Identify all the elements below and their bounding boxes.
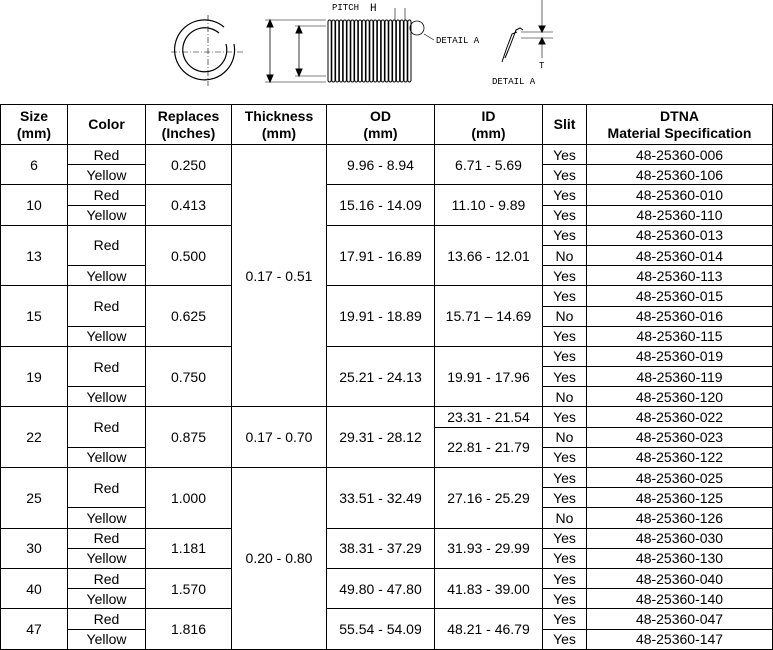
spec-cell: 48-25360-006 <box>587 145 773 165</box>
size-cell: 40 <box>1 568 68 608</box>
color-cell: Red <box>68 145 146 165</box>
spring-spec-table <box>0 104 773 650</box>
coil-turn <box>339 20 342 82</box>
coil-turn <box>355 20 358 82</box>
od-cell: 19.91 - 18.89 <box>327 286 435 347</box>
id-cell: 27.16 - 25.29 <box>435 468 543 529</box>
table-row <box>1 225 773 245</box>
spec-cell: 48-25360-023 <box>587 427 773 447</box>
table-row <box>1 145 773 165</box>
od-cell: 15.16 - 14.09 <box>327 185 435 225</box>
color-cell: Red <box>68 185 146 205</box>
slit-cell: No <box>543 306 587 326</box>
slit-cell: No <box>543 245 587 265</box>
thickness-cell: 0.17 - 0.70 <box>232 407 327 468</box>
table-row <box>1 346 773 366</box>
detail-caption: DETAIL A <box>492 77 536 87</box>
coil-turn <box>389 20 392 82</box>
coil-turn <box>328 20 331 82</box>
coil-turn <box>396 20 399 82</box>
od-cell: 49.80 - 47.80 <box>327 568 435 608</box>
slit-cell: Yes <box>543 346 587 366</box>
spec-cell: 48-25360-106 <box>587 165 773 185</box>
spec-cell: 48-25360-140 <box>587 589 773 609</box>
thickness-cell: 0.20 - 0.80 <box>232 468 327 650</box>
coil-turn <box>347 20 350 82</box>
table-row <box>1 286 773 306</box>
id-cell: 48.21 - 46.79 <box>435 609 543 649</box>
spec-cell: 48-25360-010 <box>587 185 773 205</box>
size-cell: 6 <box>1 145 68 185</box>
header-dtna: DTNA Material Specification <box>587 105 773 145</box>
replaces-cell: 0.413 <box>146 185 232 225</box>
table-row <box>1 185 773 205</box>
coil-turn <box>336 20 339 82</box>
slit-cell: Yes <box>543 367 587 387</box>
od-cell: 17.91 - 16.89 <box>327 225 435 286</box>
slit-cell: Yes <box>543 468 587 488</box>
replaces-cell: 0.875 <box>146 407 232 468</box>
spec-cell: 48-25360-125 <box>587 488 773 508</box>
slit-cell: Yes <box>543 205 587 225</box>
spec-cell: 48-25360-126 <box>587 508 773 528</box>
od-cell: 55.54 - 54.09 <box>327 609 435 649</box>
table-row <box>1 468 773 488</box>
od-cell: 29.31 - 28.12 <box>327 407 435 468</box>
id-cell: 41.83 - 39.00 <box>435 568 543 608</box>
spec-cell: 48-25360-015 <box>587 286 773 306</box>
id-cell: 13.66 - 12.01 <box>435 225 543 286</box>
od-cell: 9.96 - 8.94 <box>327 145 435 185</box>
color-cell: Yellow <box>68 548 146 568</box>
spec-cell: 48-25360-130 <box>587 548 773 568</box>
slit-cell: Yes <box>543 488 587 508</box>
coil-turn <box>385 20 388 82</box>
size-cell: 15 <box>1 286 68 347</box>
color-cell: Yellow <box>68 387 146 407</box>
color-cell: Red <box>68 528 146 548</box>
slit-cell: No <box>543 427 587 447</box>
t-label: T <box>539 61 545 71</box>
size-cell: 19 <box>1 346 68 407</box>
slit-cell: Yes <box>543 266 587 286</box>
spec-cell: 48-25360-040 <box>587 568 773 588</box>
header-id: ID (mm) <box>435 105 543 145</box>
pitch-label: PITCH <box>332 3 360 13</box>
end-view-ring <box>171 15 244 86</box>
detail-callout: DETAIL A <box>436 36 480 46</box>
color-cell: Red <box>68 407 146 447</box>
slit-cell: Yes <box>543 528 587 548</box>
replaces-cell: 0.750 <box>146 346 232 407</box>
slit-cell: Yes <box>543 548 587 568</box>
coil-turn <box>358 20 361 82</box>
coil-turn <box>351 20 354 82</box>
side-view-spring <box>265 8 434 82</box>
slit-cell: Yes <box>543 609 587 629</box>
replaces-cell: 1.816 <box>146 609 232 649</box>
size-cell: 13 <box>1 225 68 286</box>
slit-cell: Yes <box>543 165 587 185</box>
size-cell: 47 <box>1 609 68 649</box>
color-cell: Yellow <box>68 165 146 185</box>
replaces-cell: 1.000 <box>146 468 232 529</box>
color-cell: Yellow <box>68 589 146 609</box>
slit-cell: Yes <box>543 145 587 165</box>
spring-coils <box>328 20 411 82</box>
header-size: Size (mm) <box>1 105 68 145</box>
slit-cell: Yes <box>543 629 587 649</box>
table-row <box>1 407 773 427</box>
color-cell: Red <box>68 346 146 386</box>
spec-cell: 48-25360-022 <box>587 407 773 427</box>
id-cell: 11.10 - 9.89 <box>435 185 543 225</box>
color-cell: Red <box>68 609 146 629</box>
h-label: H <box>370 3 377 15</box>
color-cell: Red <box>68 286 146 326</box>
coil-turn <box>362 20 365 82</box>
spec-table-body <box>1 145 773 650</box>
spec-cell: 48-25360-025 <box>587 468 773 488</box>
replaces-cell: 0.625 <box>146 286 232 347</box>
spec-cell: 48-25360-019 <box>587 346 773 366</box>
coil-turn <box>393 20 396 82</box>
table-row <box>1 528 773 548</box>
color-cell: Red <box>68 225 146 265</box>
color-cell: Yellow <box>68 205 146 225</box>
od-cell: 38.31 - 37.29 <box>327 528 435 568</box>
id-cell: 22.81 - 21.79 <box>435 427 543 467</box>
od-cell: 33.51 - 32.49 <box>327 468 435 529</box>
od-cell: 25.21 - 24.13 <box>327 346 435 407</box>
spec-cell: 48-25360-147 <box>587 629 773 649</box>
replaces-cell: 1.570 <box>146 568 232 608</box>
size-cell: 10 <box>1 185 68 225</box>
replaces-cell: 0.250 <box>146 145 232 185</box>
id-cell: 19.91 - 17.96 <box>435 346 543 407</box>
coil-turn <box>343 20 346 82</box>
color-cell: Yellow <box>68 629 146 649</box>
header-thickness: Thickness (mm) <box>232 105 327 145</box>
id-cell: 23.31 - 21.54 <box>435 407 543 427</box>
spec-cell: 48-25360-119 <box>587 367 773 387</box>
coil-turn <box>381 20 384 82</box>
slit-cell: Yes <box>543 407 587 427</box>
color-cell: Red <box>68 468 146 508</box>
slit-cell: Yes <box>543 568 587 588</box>
header-color: Color <box>68 105 146 145</box>
spec-cell: 48-25360-115 <box>587 326 773 346</box>
spec-cell: 48-25360-120 <box>587 387 773 407</box>
slit-cell: No <box>543 387 587 407</box>
detail-a-view <box>502 0 553 62</box>
coil-turn <box>366 20 369 82</box>
color-cell: Red <box>68 568 146 588</box>
header-row <box>1 105 773 145</box>
spec-cell: 48-25360-014 <box>587 245 773 265</box>
slit-cell: Yes <box>543 447 587 467</box>
size-cell: 30 <box>1 528 68 568</box>
id-cell: 6.71 - 5.69 <box>435 145 543 185</box>
spec-cell: 48-25360-047 <box>587 609 773 629</box>
spec-cell: 48-25360-113 <box>587 266 773 286</box>
spec-cell: 48-25360-110 <box>587 205 773 225</box>
slit-cell: Yes <box>543 589 587 609</box>
coil-turn <box>404 20 407 82</box>
replaces-cell: 0.500 <box>146 225 232 286</box>
coil-turn <box>377 20 380 82</box>
coil-turn <box>370 20 373 82</box>
size-cell: 22 <box>1 407 68 468</box>
slit-cell: Yes <box>543 326 587 346</box>
spring-technical-drawing <box>0 0 773 100</box>
coil-turn <box>332 20 335 82</box>
spec-cell: 48-25360-016 <box>587 306 773 326</box>
spec-cell: 48-25360-122 <box>587 447 773 467</box>
slit-cell: Yes <box>543 286 587 306</box>
color-cell: Yellow <box>68 326 146 346</box>
spec-cell: 48-25360-030 <box>587 528 773 548</box>
slit-cell: Yes <box>543 185 587 205</box>
color-cell: Yellow <box>68 447 146 467</box>
size-cell: 25 <box>1 468 68 529</box>
coil-turn <box>400 20 403 82</box>
header-replaces: Replaces (Inches) <box>146 105 232 145</box>
header-slit: Slit <box>543 105 587 145</box>
table-row <box>1 568 773 588</box>
slit-cell: No <box>543 508 587 528</box>
coil-turn <box>374 20 377 82</box>
replaces-cell: 1.181 <box>146 528 232 568</box>
table-row <box>1 609 773 629</box>
color-cell: Yellow <box>68 266 146 286</box>
slit-cell: Yes <box>543 225 587 245</box>
thickness-cell: 0.17 - 0.51 <box>232 145 327 407</box>
id-cell: 31.93 - 29.99 <box>435 528 543 568</box>
id-cell: 15.71 – 14.69 <box>435 286 543 347</box>
color-cell: Yellow <box>68 508 146 528</box>
header-od: OD (mm) <box>327 105 435 145</box>
spec-cell: 48-25360-013 <box>587 225 773 245</box>
